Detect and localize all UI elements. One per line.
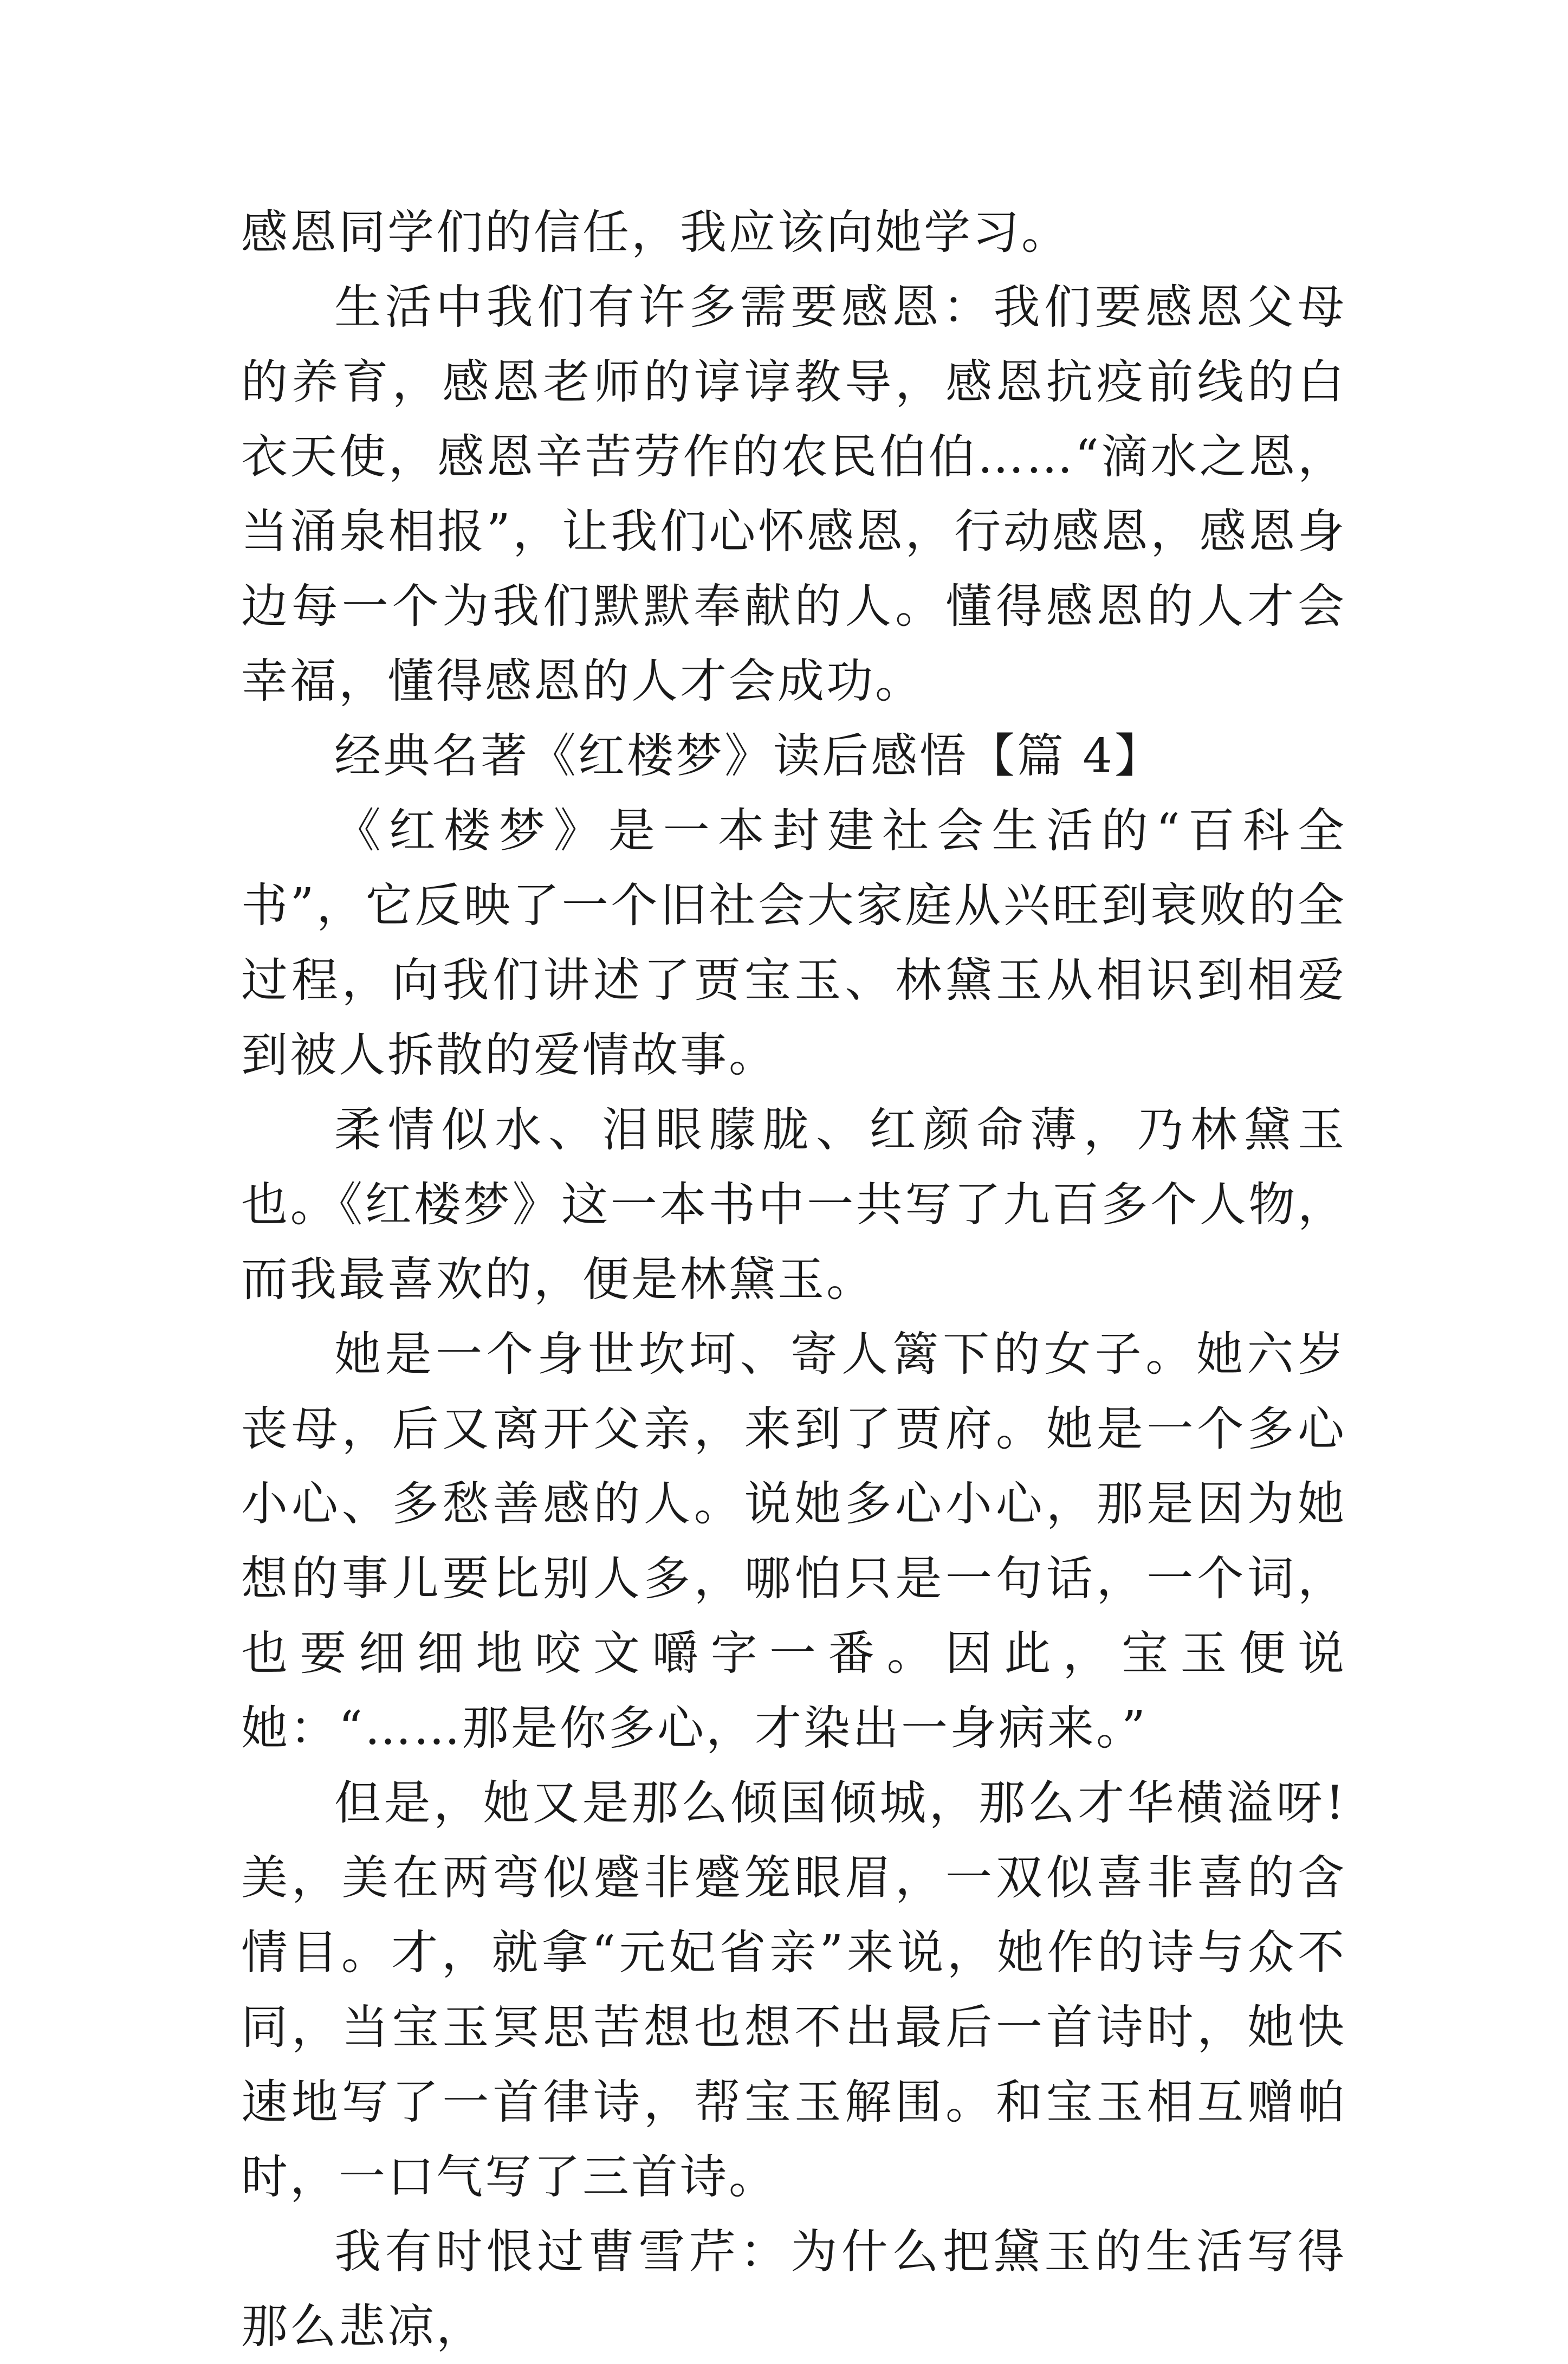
paragraph-final: 我有时恨过曹雪芹：为什么把黛玉的生活写得那么悲凉， bbox=[241, 2225, 1346, 2354]
paragraph-background: 她是一个身世坎坷、寄人篱下的女子。她六岁丧母，后又离开父亲，来到了贾府。她是一个多心小心、多愁善感的人。说她多心小心，那是因为她想的事儿要比别人多，哪怕只是一句话，一个词，也要细细地咬文嚼字一番。因此，宝玉便说她：“……那是你多心，才染出一身病来。” bbox=[241, 1327, 1346, 1755]
paragraph-lin-daiyu: 柔情似水、泪眼朦胧、红颜命薄，乃林黛玉也。《红楼梦》这一本书中一共写了九百多个人物，而我最喜欢的，便是林黛玉。 bbox=[241, 1103, 1346, 1307]
document-body bbox=[241, 195, 1346, 2364]
paragraph-talent: 但是，她又是那么倾国倾城，那么才华横溢呀!美，美在两弯似蹙非蹙笼眼眉，一双似喜非喜的含情目。才，就拿“元妃省亲”来说，她作的诗与众不同，当宝玉冥思苦想也想不出最后一首诗时，她快速地写了一首律诗，帮宝玉解围。和宝玉相互赠帕时，一口气写了三首诗。 bbox=[241, 1776, 1346, 2204]
paragraph-intro: 《红楼梦》是一本封建社会生活的“百科全书”，它反映了一个旧社会大家庭从兴旺到衰败的全过程，向我们讲述了贾宝玉、林黛玉从相识到相爱到被人拆散的爱情故事。 bbox=[241, 804, 1346, 1082]
paragraph-continuation: 感恩同学们的信任，我应该向她学习。 bbox=[241, 205, 1070, 260]
section-heading: 经典名著《红楼梦》读后感悟【篇 4】 bbox=[334, 729, 1164, 783]
paragraph-gratitude: 生活中我们有许多需要感恩：我们要感恩父母的养育，感恩老师的谆谆教导，感恩抗疫前线的白衣天使，感恩辛苦劳作的农民伯伯……“滴水之恩，当涌泉相报”，让我们心怀感恩，行动感恩，感恩身边每一个为我们默默奉献的人。懂得感恩的人才会幸福，懂得感恩的人才会成功。 bbox=[241, 280, 1346, 708]
